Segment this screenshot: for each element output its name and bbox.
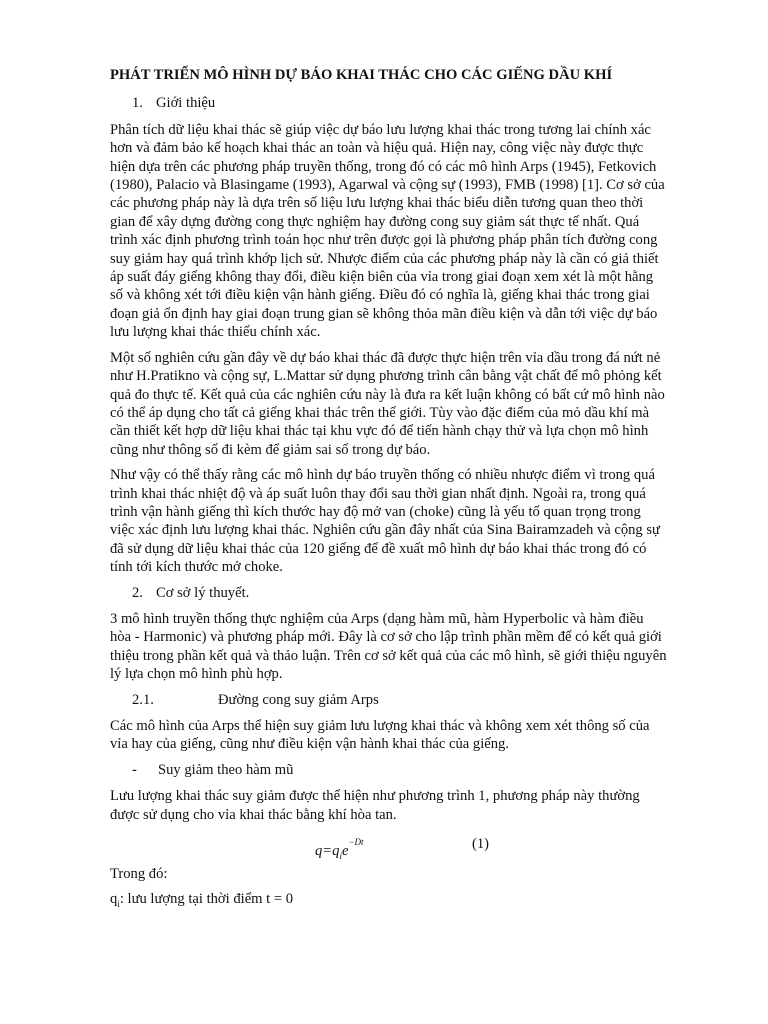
equation-equals: = — [322, 842, 333, 859]
paragraph: Như vậy có thể thấy rằng các mô hình dự báo truyền thống có nhiều nhược điểm vì trong quá trình khai thác nhiệt độ và áp suất luôn thay đổi sau thời gian nhất định. Ngoài ra, trong quá trình vận hành giếng thì kích thước hay độ mở van (choke) cũng là yếu tố quan trọng trong việc xác định lưu lượng khai thác. Nghiên cứu gần đây nhất của Sina Bairamzadeh và cộng sự đã sử dụng dữ liệu khai thác của 120 giếng để đề xuất mô hình dự báo khai thác trong đó có tính tới kích thước mở choke. — [110, 467, 660, 576]
definition-line — [110, 890, 668, 913]
section-number: 1. — [132, 95, 143, 112]
bullet-text: Suy giảm theo hàm mũ — [158, 761, 294, 778]
equation-q: q — [332, 842, 340, 859]
equation-lhs: q — [315, 842, 323, 859]
section-title: Cơ sở lý thuyết. — [156, 584, 250, 601]
equation-e: e — [341, 842, 349, 859]
paragraph: 3 mô hình truyền thống thực nghiệm của Arps (dạng hàm mũ, hàm Hyperbolic và hàm điều hòa - Harmonic) và phương pháp mới. Đây là cơ sở cho lập trình phần mềm để có kết quả giới thiệu trong phần kết quả và thảo luận. Trên cơ sở kết quả của các mô hình, sẽ giới thiệu nguyên lý lựa chọn mô hình phù hợp. — [110, 610, 667, 683]
equation-expression — [315, 837, 364, 865]
bullet-marker: - — [132, 761, 137, 778]
equation-1 — [110, 831, 668, 861]
section-title: Đường cong suy giảm Arps — [218, 691, 379, 708]
definition-variable: q — [110, 891, 118, 908]
document-title: PHÁT TRIỂN MÔ HÌNH DỰ BÁO KHAI THÁC CHO CÁC GIẾNG DẦU KHÍ — [110, 67, 613, 83]
definition-subscript: i — [117, 899, 120, 910]
equation-exponent: −Dt — [348, 837, 364, 848]
equation-number: (1) — [472, 836, 490, 853]
section-heading-2-1 — [110, 691, 668, 709]
section-heading-1 — [110, 94, 668, 112]
where-label: Trong đó: — [110, 866, 168, 883]
section-number: 2. — [132, 584, 143, 601]
paragraph: Lưu lượng khai thác suy giảm được thể hiện như phương trình 1, phương pháp này thường được sử dụng cho vỉa khai thác bằng khí hòa tan. — [110, 788, 640, 823]
paragraph: Phân tích dữ liệu khai thác sẽ giúp việc dự báo lưu lượng khai thác trong tương lai chính xác hơn và đảm bảo kế hoạch khai thác an toàn và hiệu quả. Hiện nay, công việc này được thực hiện dựa trên các phương pháp truyền thống, trong đó có các mô hình Arps (1945), Fetkovich (1980), Palacio và Blasingame (1993), Agarwal và cộng sự (1993), FMB (1998) [1]. Cơ sở của các phương pháp này là dựa trên số liệu lưu lượng khai thác biểu diễn tương quan theo thời gian để xây dựng đường cong thực nghiệm hay đường cong suy giảm sát thực tế nhất. Quá trình xác định phương trình toán học như trên được gọi là phương pháp phân tích đường cong suy giảm hay quá trình khớp lịch sử. Nhược điểm của các phương pháp này là cần có giả thiết áp suất đáy giếng không thay đổi, điều kiện biên của vỉa trong giai đoạn xem xét là một hằng số và không xét tới điều kiện vận hành giếng. Điều đó có nghĩa là, giếng khai thác trong giai đoạn giả ổn định hay giai đoạn trung gian sẽ không thỏa mãn điều kiện và dẫn tới việc dự báo lưu lượng khai thác thiếu chính xác. — [110, 121, 665, 341]
definition-text: : lưu lượng tại thời điểm t = 0 — [119, 891, 294, 908]
section-number: 2.1. — [132, 691, 154, 708]
bullet-item — [110, 761, 668, 779]
paragraph: Một số nghiên cứu gần đây về dự báo khai thác đã được thực hiện trên vỉa dầu trong đá nứt nẻ như H.Pratikno và cộng sự, L.Mattar sử dụng phương trình cân bằng vật chất để mô phỏng kết quả đo thực tế. Kết quả của các nghiên cứu này là đưa ra kết luận không có bất cứ mô hình nào có thể áp dụng cho tất cả giếng khai thác trên thế giới. Tùy vào đặc điểm của mỏ dầu khí mà cần thiết kết hợp dữ liệu khai thác tại khu vực đó để tiến hành chạy thử và lựa chọn mô hình cũng như thông số đi kèm để giảm sai số trong dự báo. — [110, 349, 665, 458]
paragraph: Các mô hình của Arps thể hiện suy giảm lưu lượng khai thác và không xem xét thông số của vỉa hay của giếng, cũng như điều kiện vận hành khai thác của giếng. — [110, 718, 650, 753]
section-title: Giới thiệu — [156, 95, 216, 112]
section-heading-2 — [110, 584, 668, 602]
equation-subscript: i — [339, 850, 342, 861]
